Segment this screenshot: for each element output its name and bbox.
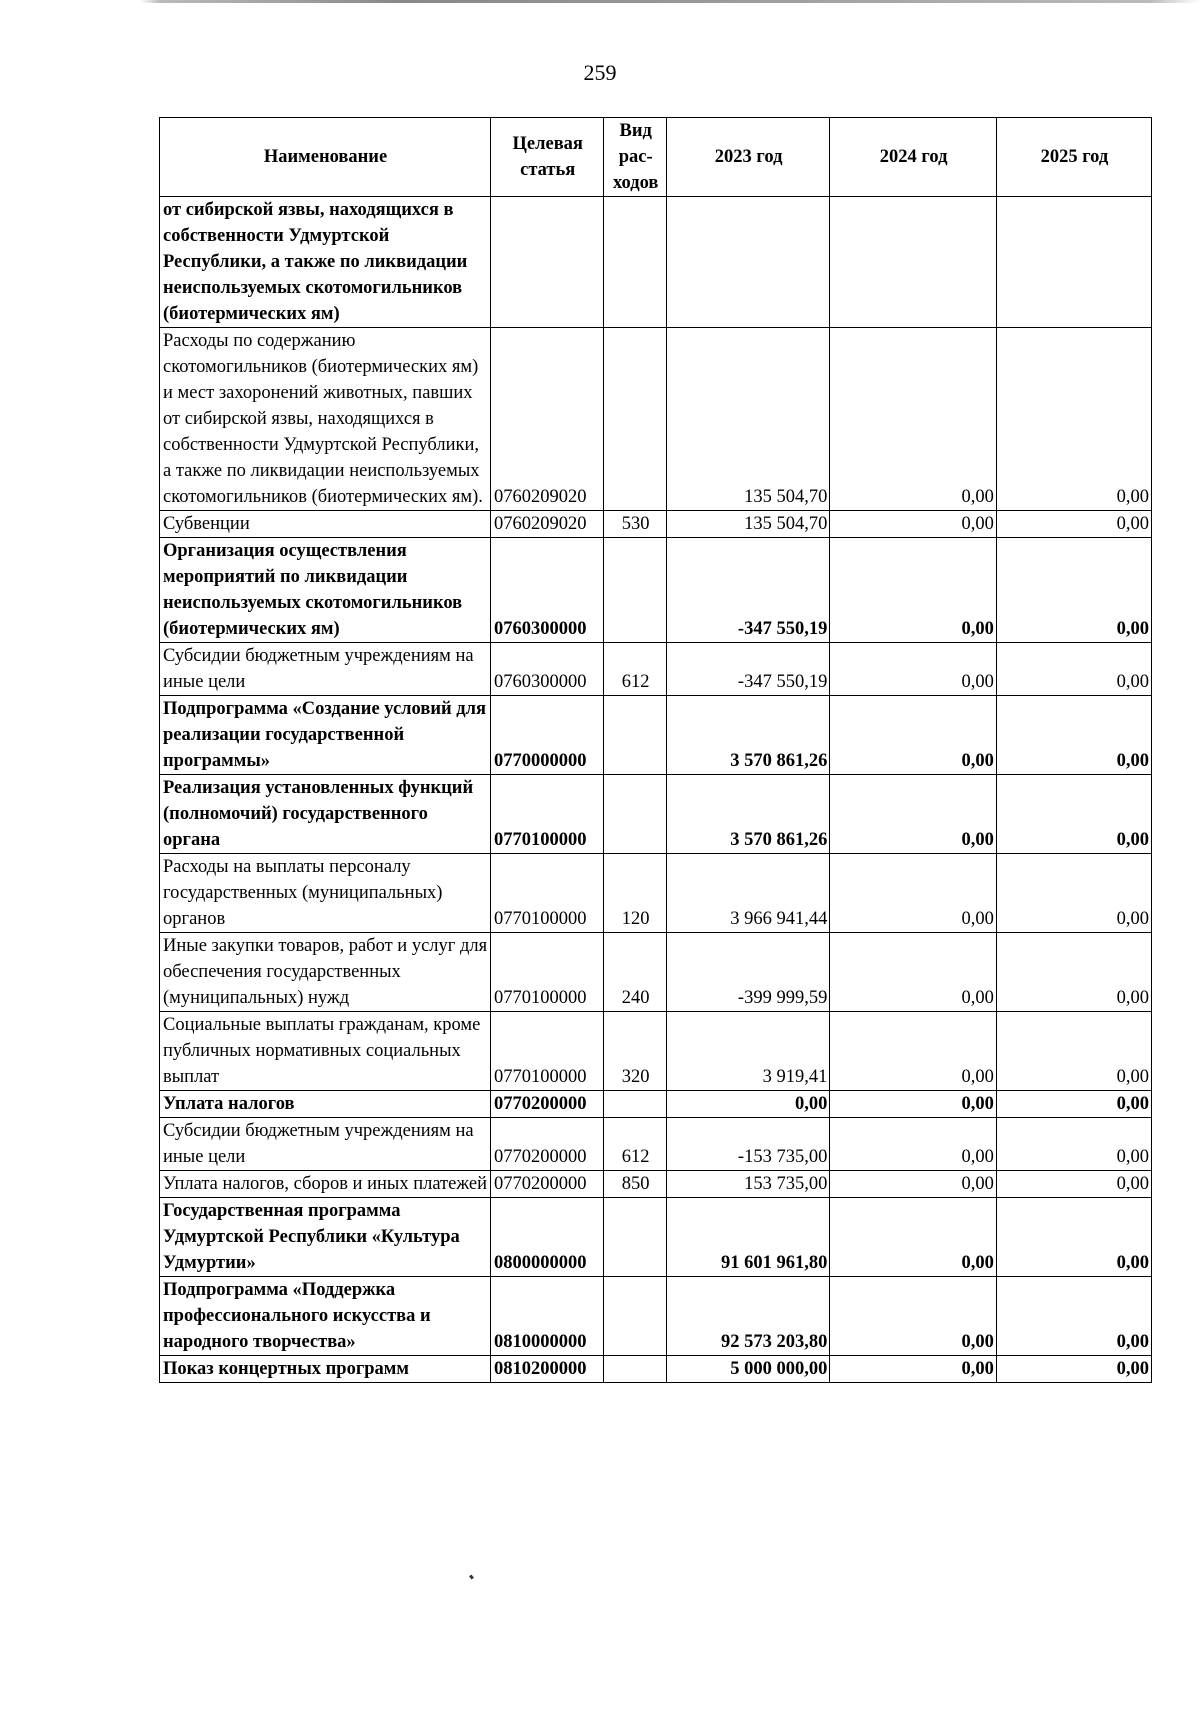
table-header-row xyxy=(160,118,1152,197)
cell-code: 0810200000 xyxy=(491,1356,604,1383)
table-row xyxy=(160,511,1152,538)
table-row xyxy=(160,1277,1152,1356)
cell-name: Организация осуществления мероприятий по ликвидации неиспользуемых скотомогильников (биотермических ям) xyxy=(160,538,491,643)
column-header-kind xyxy=(604,118,666,197)
cell-name: Субвенции xyxy=(160,511,491,538)
cell-name: Социальные выплаты гражданам, кроме публичных нормативных социальных выплат xyxy=(160,1012,491,1091)
cell-y2023: 3 570 861,26 xyxy=(666,696,829,775)
cell-name: Подпрограмма «Создание условий для реализации государственной программы» xyxy=(160,696,491,775)
cell-y2024: 0,00 xyxy=(830,1356,997,1383)
cell-kind xyxy=(604,775,666,854)
cell-y2023: 3 966 941,44 xyxy=(666,854,829,933)
table-row xyxy=(160,1356,1152,1383)
cell-y2023: -399 999,59 xyxy=(666,933,829,1012)
budget-table xyxy=(159,117,1152,1383)
scan-speck xyxy=(469,1575,474,1580)
cell-code: 0760300000 xyxy=(491,643,604,696)
cell-code: 0770100000 xyxy=(491,854,604,933)
cell-code: 0760209020 xyxy=(491,328,604,511)
cell-y2024: 0,00 xyxy=(830,1091,997,1118)
table-row xyxy=(160,1091,1152,1118)
cell-y2023: 0,00 xyxy=(666,1091,829,1118)
table-row xyxy=(160,854,1152,933)
cell-y2024: 0,00 xyxy=(830,1277,997,1356)
cell-y2024 xyxy=(830,197,997,328)
cell-kind: 530 xyxy=(604,511,666,538)
cell-y2025: 0,00 xyxy=(996,775,1151,854)
cell-y2025: 0,00 xyxy=(996,1091,1151,1118)
column-header-kind-text: Вид рас- ходов xyxy=(612,121,659,193)
cell-y2023: -347 550,19 xyxy=(666,643,829,696)
cell-y2025: 0,00 xyxy=(996,538,1151,643)
cell-y2025: 0,00 xyxy=(996,1171,1151,1198)
cell-name: Государственная программа Удмуртской Республики «Культура Удмуртии» xyxy=(160,1198,491,1277)
cell-y2024: 0,00 xyxy=(830,1198,997,1277)
table-row xyxy=(160,1118,1152,1171)
cell-code: 0770200000 xyxy=(491,1091,604,1118)
table-row xyxy=(160,1198,1152,1277)
table-row xyxy=(160,933,1152,1012)
cell-name: Расходы на выплаты персоналу государственных (муниципальных) органов xyxy=(160,854,491,933)
table-row xyxy=(160,696,1152,775)
cell-code: 0760209020 xyxy=(491,511,604,538)
cell-kind xyxy=(604,696,666,775)
cell-code: 0770200000 xyxy=(491,1171,604,1198)
table-row xyxy=(160,643,1152,696)
cell-kind: 612 xyxy=(604,643,666,696)
cell-name: от сибирской язвы, находящихся в собственности Удмуртской Республики, а также по ликвидации неиспользуемых скотомогильников (биотермических ям) xyxy=(160,197,491,328)
table-row xyxy=(160,775,1152,854)
cell-name: Расходы по содержанию скотомогильников (биотермических ям) и мест захоронений животных, павших от сибирской язвы, находящихся в собственности Удмуртской Республики, а также по ликвидации неиспользуемых скотомогильников (биотермических ям). xyxy=(160,328,491,511)
cell-y2025: 0,00 xyxy=(996,854,1151,933)
table-row xyxy=(160,197,1152,328)
cell-kind xyxy=(604,1277,666,1356)
cell-kind: 120 xyxy=(604,854,666,933)
cell-kind: 850 xyxy=(604,1171,666,1198)
cell-y2023: 3 570 861,26 xyxy=(666,775,829,854)
cell-y2025: 0,00 xyxy=(996,696,1151,775)
cell-name: Иные закупки товаров, работ и услуг для обеспечения государственных (муниципальных) нужд xyxy=(160,933,491,1012)
cell-y2023: 135 504,70 xyxy=(666,328,829,511)
table-row xyxy=(160,328,1152,511)
table-row xyxy=(160,538,1152,643)
cell-kind xyxy=(604,328,666,511)
table-row xyxy=(160,1171,1152,1198)
cell-code: 0770100000 xyxy=(491,1012,604,1091)
cell-code: 0770100000 xyxy=(491,775,604,854)
cell-code: 0810000000 xyxy=(491,1277,604,1356)
cell-name: Реализация установленных функций (полномочий) государственного органа xyxy=(160,775,491,854)
cell-name: Подпрограмма «Поддержка профессионального искусства и народного творчества» xyxy=(160,1277,491,1356)
scan-top-edge xyxy=(0,0,1200,3)
cell-name: Уплата налогов xyxy=(160,1091,491,1118)
cell-kind xyxy=(604,538,666,643)
cell-y2023 xyxy=(666,197,829,328)
cell-y2024: 0,00 xyxy=(830,538,997,643)
cell-name: Уплата налогов, сборов и иных платежей xyxy=(160,1171,491,1198)
column-header-name: Наименование xyxy=(160,118,491,197)
cell-y2023: 92 573 203,80 xyxy=(666,1277,829,1356)
cell-y2025: 0,00 xyxy=(996,933,1151,1012)
cell-code: 0770100000 xyxy=(491,933,604,1012)
cell-kind: 320 xyxy=(604,1012,666,1091)
cell-code xyxy=(491,197,604,328)
cell-name: Субсидии бюджетным учреждениям на иные цели xyxy=(160,1118,491,1171)
cell-y2025: 0,00 xyxy=(996,643,1151,696)
cell-y2023: 91 601 961,80 xyxy=(666,1198,829,1277)
cell-kind: 240 xyxy=(604,933,666,1012)
cell-kind xyxy=(604,197,666,328)
cell-y2025: 0,00 xyxy=(996,328,1151,511)
table-body xyxy=(160,197,1152,1383)
cell-y2024: 0,00 xyxy=(830,854,997,933)
cell-y2024: 0,00 xyxy=(830,1012,997,1091)
cell-name: Субсидии бюджетным учреждениям на иные цели xyxy=(160,643,491,696)
cell-kind xyxy=(604,1356,666,1383)
cell-code: 0770200000 xyxy=(491,1118,604,1171)
column-header-2024: 2024 год xyxy=(830,118,997,197)
cell-y2024: 0,00 xyxy=(830,328,997,511)
cell-y2025: 0,00 xyxy=(996,1118,1151,1171)
table-row xyxy=(160,1012,1152,1091)
column-header-2025: 2025 год xyxy=(996,118,1151,197)
cell-y2024: 0,00 xyxy=(830,1171,997,1198)
cell-y2025: 0,00 xyxy=(996,1277,1151,1356)
cell-y2023: 153 735,00 xyxy=(666,1171,829,1198)
column-header-2023: 2023 год xyxy=(666,118,829,197)
cell-y2023: 5 000 000,00 xyxy=(666,1356,829,1383)
cell-y2025: 0,00 xyxy=(996,511,1151,538)
cell-code: 0800000000 xyxy=(491,1198,604,1277)
cell-kind xyxy=(604,1198,666,1277)
column-header-target-text: Целевая статья xyxy=(512,134,583,180)
cell-y2023: -347 550,19 xyxy=(666,538,829,643)
cell-y2023: -153 735,00 xyxy=(666,1118,829,1171)
cell-kind xyxy=(604,1091,666,1118)
cell-kind: 612 xyxy=(604,1118,666,1171)
cell-code: 0760300000 xyxy=(491,538,604,643)
cell-y2025 xyxy=(996,197,1151,328)
cell-y2024: 0,00 xyxy=(830,1118,997,1171)
cell-y2024: 0,00 xyxy=(830,696,997,775)
cell-y2024: 0,00 xyxy=(830,775,997,854)
cell-y2024: 0,00 xyxy=(830,643,997,696)
cell-y2024: 0,00 xyxy=(830,511,997,538)
page-number: 259 xyxy=(583,60,617,85)
cell-y2025: 0,00 xyxy=(996,1012,1151,1091)
cell-y2023: 3 919,41 xyxy=(666,1012,829,1091)
cell-y2024: 0,00 xyxy=(830,933,997,1012)
column-header-target xyxy=(491,118,604,197)
cell-y2025: 0,00 xyxy=(996,1356,1151,1383)
cell-y2023: 135 504,70 xyxy=(666,511,829,538)
cell-code: 0770000000 xyxy=(491,696,604,775)
cell-y2025: 0,00 xyxy=(996,1198,1151,1277)
cell-name: Показ концертных программ xyxy=(160,1356,491,1383)
